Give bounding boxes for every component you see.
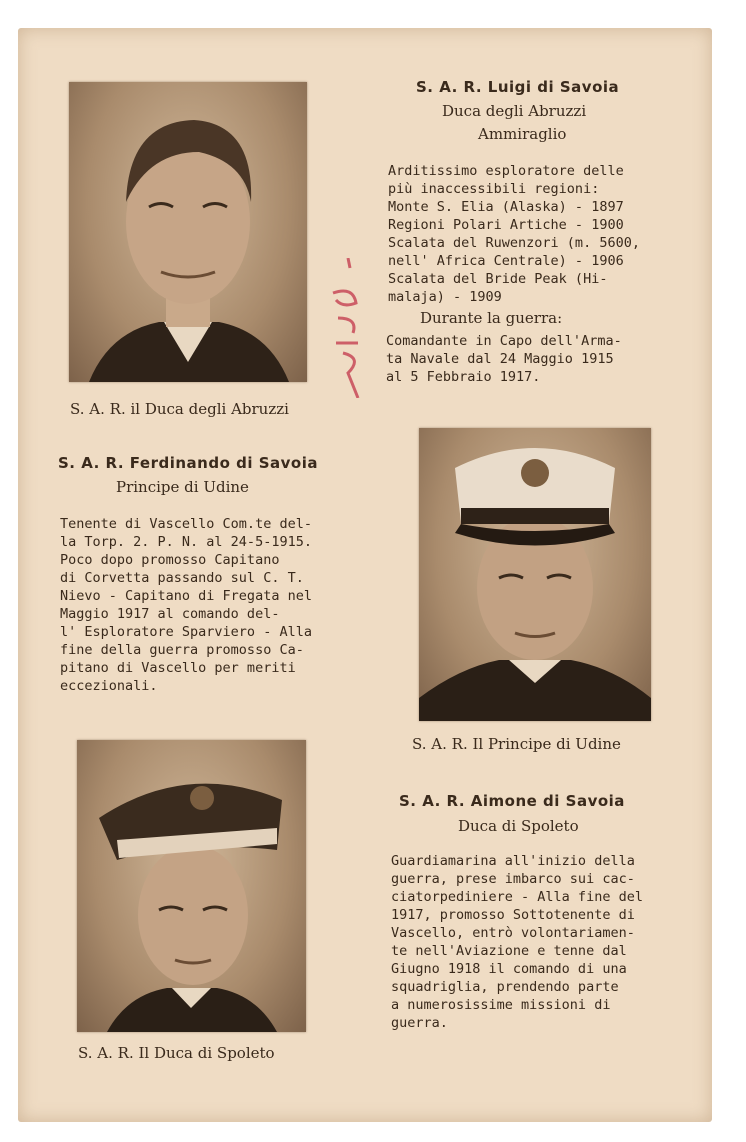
text-line: Vascello, entrò volontariamen- xyxy=(391,925,635,941)
text-line: Nievo - Capitano di Fregata nel xyxy=(60,588,312,604)
portrait-duca-abruzzi xyxy=(69,82,307,382)
photo-caption-abruzzi: S. A. R. il Duca degli Abruzzi xyxy=(70,400,289,418)
text-line: te nell'Aviazione e tenne dal xyxy=(391,943,627,959)
text-line: Poco dopo promosso Capitano xyxy=(60,552,280,568)
text-line: fine della guerra promosso Ca- xyxy=(60,642,304,658)
text-line: pitano di Vascello per meriti xyxy=(60,660,296,676)
postcard xyxy=(18,28,712,1122)
body-ferdinando xyxy=(60,515,312,695)
portrait-drawing xyxy=(69,82,307,382)
text-line: più inaccessibili regioni: xyxy=(388,181,600,197)
subtitle-duca-abruzzi: Duca degli Abruzzi xyxy=(442,102,587,120)
text-line: squadriglia, prendendo parte xyxy=(391,979,619,995)
portrait-duca-spoleto xyxy=(77,740,306,1032)
text-line: guerra. xyxy=(391,1015,448,1031)
text-line: Maggio 1917 al comando del- xyxy=(60,606,280,622)
photo-caption-udine: S. A. R. Il Principe di Udine xyxy=(412,735,621,753)
text-line: Monte S. Elia (Alaska) - 1897 xyxy=(388,199,624,215)
text-line: l' Esploratore Sparviero - Alla xyxy=(60,624,312,640)
stamp-drawing xyxy=(328,258,368,398)
text-line: ciatorpediniere - Alla fine del xyxy=(391,889,643,905)
text-line: eccezionali. xyxy=(60,678,158,694)
text-line: al 5 Febbraio 1917. xyxy=(386,369,541,385)
subtitle-principe-udine: Principe di Udine xyxy=(116,478,249,496)
portrait-drawing xyxy=(419,428,651,721)
title-luigi: S. A. R. Luigi di Savoia xyxy=(416,78,620,96)
body-luigi-explorations xyxy=(388,162,640,306)
text-line: Arditissimo esploratore delle xyxy=(388,163,624,179)
text-line: Scalata del Bride Peak (Hi- xyxy=(388,271,608,287)
text-line: malaja) - 1909 xyxy=(388,289,502,305)
text-line: nell' Africa Centrale) - 1906 xyxy=(388,253,624,269)
text-line: 1917, promosso Sottotenente di xyxy=(391,907,635,923)
body-aimone xyxy=(391,852,643,1032)
portrait-drawing xyxy=(77,740,306,1032)
title-ferdinando: S. A. R. Ferdinando di Savoia xyxy=(58,454,318,472)
subtitle-duca-spoleto: Duca di Spoleto xyxy=(458,817,579,835)
red-stamp-mark xyxy=(328,258,368,403)
text-line: Regioni Polari Artiche - 1900 xyxy=(388,217,624,233)
text-line: Guardiamarina all'inizio della xyxy=(391,853,635,869)
title-aimone: S. A. R. Aimone di Savoia xyxy=(399,792,625,810)
portrait-principe-udine xyxy=(419,428,651,721)
body-luigi-war xyxy=(386,332,622,386)
text-line: la Torp. 2. P. N. al 24-5-1915. xyxy=(60,534,312,550)
text-line: guerra, prese imbarco sui cac- xyxy=(391,871,635,887)
text-line: Comandante in Capo dell'Arma- xyxy=(386,333,622,349)
text-line: a numerosissime missioni di xyxy=(391,997,611,1013)
text-line: ta Navale dal 24 Maggio 1915 xyxy=(386,351,614,367)
subtitle-ammiraglio: Ammiraglio xyxy=(478,125,567,143)
heading-durante-guerra: Durante la guerra: xyxy=(420,309,563,327)
text-line: Giugno 1918 il comando di una xyxy=(391,961,627,977)
text-line: Tenente di Vascello Com.te del- xyxy=(60,516,312,532)
text-line: di Corvetta passando sul C. T. xyxy=(60,570,304,586)
text-line: Scalata del Ruwenzori (m. 5600, xyxy=(388,235,640,251)
photo-caption-spoleto: S. A. R. Il Duca di Spoleto xyxy=(78,1044,275,1062)
